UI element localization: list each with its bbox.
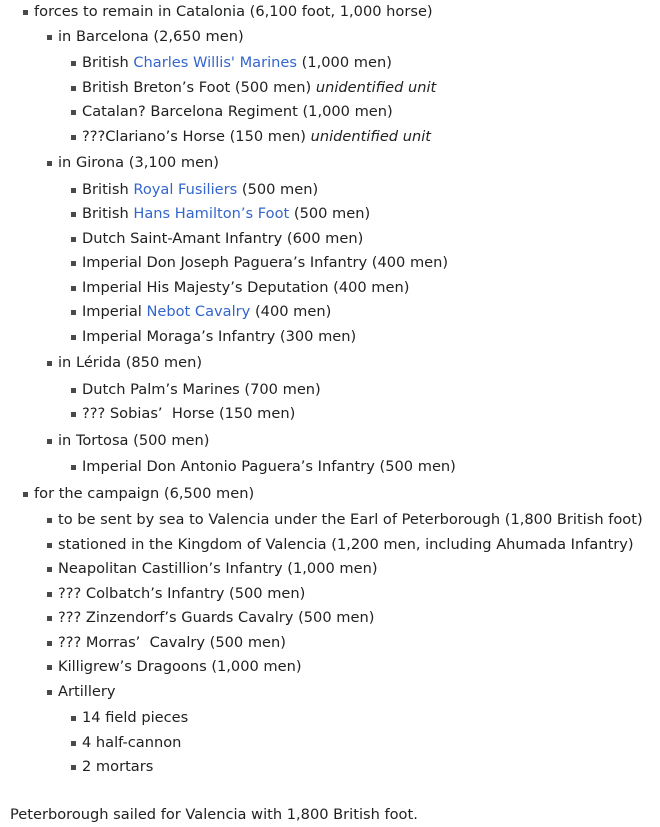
bullet-icon	[71, 716, 76, 721]
bullet-icon	[47, 35, 52, 40]
artillery-text: 4 half-cannon	[82, 733, 182, 751]
unit-text: Dutch Saint-Amant Infantry (600 men)	[82, 229, 364, 247]
bullet-icon	[71, 310, 76, 315]
artillery-units	[68, 704, 660, 782]
lerida-units	[68, 376, 660, 429]
bullet-icon	[71, 110, 76, 115]
unit-text: Imperial His Majesty’s Deputation (400 men)	[82, 278, 410, 296]
unit-note: unidentified unit	[310, 127, 431, 145]
campaign-text: Killigrew’s Dragoons (1,000 men)	[58, 658, 302, 675]
campaign-item	[44, 655, 660, 680]
unit-link-charles-willis-marines[interactable]: Charles Willis' Marines	[133, 54, 298, 71]
campaign-text: Neapolitan Castillion’s Infantry (1,000 men)	[58, 560, 378, 577]
list-item-campaign	[20, 482, 660, 782]
bullet-icon	[47, 161, 52, 166]
campaign-item	[44, 631, 660, 656]
unit-text: ???Clariano’s Horse (150 men)	[82, 127, 311, 145]
unit-text: British	[82, 180, 134, 198]
campaign-item	[44, 533, 660, 558]
bullet-icon	[71, 412, 76, 417]
bullet-icon	[23, 492, 28, 497]
unit-item	[68, 455, 660, 480]
bullet-icon	[47, 641, 52, 646]
campaign-text: stationed in the Kingdom of Valencia (1,200 men, including Ahumada Infantry)	[58, 535, 634, 553]
campaign-text: to be sent by sea to Valencia under the Earl of Peterborough (1,800 British foot)	[58, 511, 643, 528]
unit-item	[68, 76, 660, 101]
list-item-barcelona	[44, 25, 660, 152]
unit-text: (500 men)	[289, 205, 371, 222]
bullet-icon	[71, 465, 76, 470]
summary-paragraph: Peterborough sailed for Valencia with 1,800 British foot.	[10, 805, 418, 823]
campaign-text: ??? Colbatch’s Infantry (500 men)	[58, 584, 306, 602]
unit-link-royal-fusiliers[interactable]: Royal Fusiliers	[133, 180, 238, 198]
barcelona-units	[68, 49, 660, 151]
bullet-icon	[47, 361, 52, 366]
unit-item	[68, 276, 660, 301]
tortosa-label: in Tortosa (500 men)	[58, 431, 210, 449]
bullet-icon	[71, 335, 76, 340]
list-item-catalonia	[20, 0, 660, 482]
bullet-icon	[71, 86, 76, 91]
bullet-icon	[47, 439, 52, 444]
campaign-item	[44, 606, 660, 631]
unit-item	[68, 378, 660, 403]
campaign-item	[44, 582, 660, 607]
bullet-icon	[71, 212, 76, 217]
barcelona-label: in Barcelona (2,650 men)	[58, 27, 244, 45]
unit-text: Imperial Don Antonio Paguera’s Infantry (500 men)	[82, 458, 456, 475]
unit-link-hans-hamiltons-foot[interactable]: Hans Hamilton’s Foot	[133, 205, 290, 222]
campaign-text: ??? Morras’ Cavalry (500 men)	[58, 633, 286, 651]
unit-note: unidentified unit	[315, 78, 437, 96]
bullet-icon	[71, 188, 76, 193]
list-item-girona	[44, 151, 660, 351]
list-item-tortosa	[44, 429, 660, 482]
unit-item	[68, 402, 660, 427]
bullet-icon	[71, 261, 76, 266]
unit-text: ??? Sobias’ Horse (150 men)	[82, 405, 296, 422]
catalonia-sublist	[44, 25, 660, 482]
tortosa-units	[68, 453, 660, 482]
artillery-item	[68, 731, 660, 756]
unit-text: (500 men)	[237, 180, 319, 198]
artillery-text: 14 field pieces	[82, 709, 189, 726]
bullet-icon	[71, 741, 76, 746]
campaign-item	[44, 508, 660, 533]
unit-text: Imperial	[82, 303, 147, 320]
unit-text: Catalan? Barcelona Regiment (1,000 men)	[82, 103, 393, 120]
artillery-item	[68, 706, 660, 731]
bullet-icon	[47, 518, 52, 523]
unit-item	[68, 251, 660, 276]
catalonia-label: forces to remain in Catalonia (6,100 foot, 1,000 horse)	[34, 3, 433, 20]
bullet-icon	[71, 286, 76, 291]
campaign-text: ??? Zinzendorf’s Guards Cavalry (500 men)	[58, 609, 375, 626]
campaign-item	[44, 557, 660, 582]
bullet-icon	[47, 543, 52, 548]
unit-link-nebot-cavalry[interactable]: Nebot Cavalry	[146, 303, 251, 320]
unit-text: British	[82, 54, 134, 71]
bullet-icon	[47, 665, 52, 670]
bullet-icon	[71, 61, 76, 66]
unit-item	[68, 300, 660, 325]
artillery-label: Artillery	[58, 682, 116, 700]
girona-label: in Girona (3,100 men)	[58, 154, 219, 171]
unit-item	[68, 178, 660, 203]
girona-units	[68, 176, 660, 352]
order-of-battle-list	[20, 0, 660, 782]
unit-text: British	[82, 205, 134, 222]
bullet-icon	[71, 237, 76, 242]
artillery-text: 2 mortars	[82, 758, 154, 775]
unit-item	[68, 202, 660, 227]
bullet-icon	[71, 135, 76, 140]
campaign-label: for the campaign (6,500 men)	[34, 484, 255, 502]
bullet-icon	[47, 616, 52, 621]
unit-item	[68, 125, 660, 150]
list-item-lerida	[44, 351, 660, 429]
bullet-icon	[23, 10, 28, 15]
list-item-artillery	[44, 680, 660, 782]
unit-item	[68, 227, 660, 252]
bullet-icon	[47, 592, 52, 597]
unit-text: Imperial Moraga’s Infantry (300 men)	[82, 327, 357, 345]
unit-item	[68, 51, 660, 76]
unit-text: (1,000 men)	[297, 54, 392, 71]
unit-text: British Breton’s Foot (500 men)	[82, 78, 316, 96]
lerida-label: in Lérida (850 men)	[58, 354, 203, 371]
unit-text: Imperial Don Joseph Paguera’s Infantry (400 men)	[82, 254, 449, 271]
artillery-item	[68, 755, 660, 780]
bullet-icon	[71, 765, 76, 770]
unit-text: (400 men)	[250, 303, 332, 320]
unit-text: Dutch Palm’s Marines (700 men)	[82, 380, 321, 398]
unit-item	[68, 325, 660, 350]
bullet-icon	[47, 567, 52, 572]
bullet-icon	[71, 388, 76, 393]
unit-item	[68, 100, 660, 125]
campaign-sublist	[44, 506, 660, 782]
bullet-icon	[47, 690, 52, 695]
